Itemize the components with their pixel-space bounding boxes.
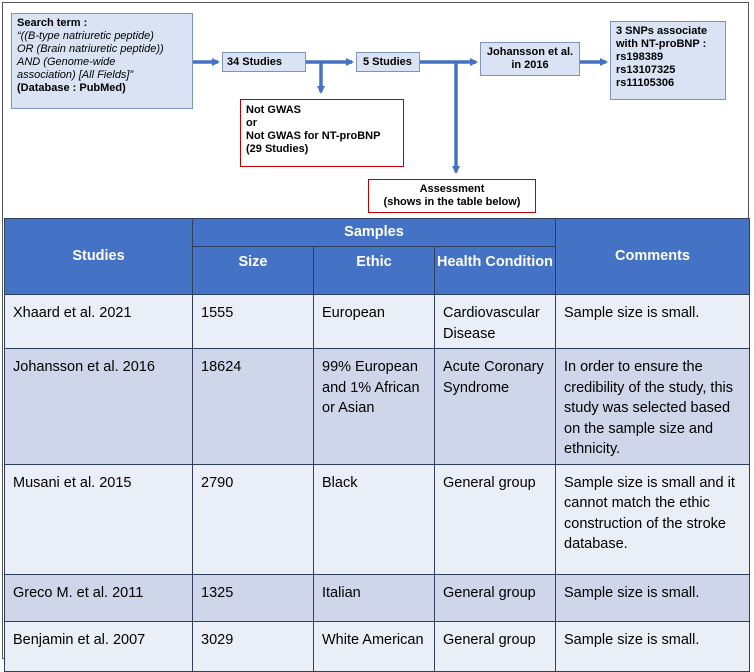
cell-size: 1555: [193, 295, 314, 349]
cell-study: Xhaard et al. 2021: [5, 295, 193, 349]
cell-ethic: Italian: [314, 574, 435, 621]
excluded-line: or: [246, 117, 257, 129]
cell-health: Acute Coronary Syndrome: [435, 349, 556, 465]
snps-line: 3 SNPs associate: [616, 25, 708, 37]
search-query-line: association) [All Fields]”: [17, 69, 134, 81]
snps-line: rs11105306: [616, 77, 675, 89]
cell-study: Johansson et al. 2016: [5, 349, 193, 465]
cell-health: Cardiovascular Disease: [435, 295, 556, 349]
excluded-line: Not GWAS: [246, 104, 301, 116]
assessment-table: [4, 218, 750, 672]
studies-34-label: 34 Studies: [227, 56, 283, 68]
search-database: (Database : PubMed): [17, 82, 126, 94]
cell-comment: Sample size is small.: [556, 295, 750, 349]
cell-size: 3029: [193, 621, 314, 671]
search-title: Search term :: [17, 17, 88, 29]
search-query-line: “((B-type natriuretic peptide): [17, 30, 154, 42]
cell-health: General group: [435, 574, 556, 621]
studies-5-box: [356, 52, 420, 72]
studies-34-box: [222, 52, 306, 72]
search-query-line: AND (Genome-wide: [17, 56, 116, 68]
table-row: [5, 464, 750, 574]
cell-size: 2790: [193, 464, 314, 574]
table-row: [5, 574, 750, 621]
excluded-line: (29 Studies): [246, 143, 309, 155]
cell-ethic: White American: [314, 621, 435, 671]
table-row: [5, 295, 750, 349]
johansson-line: Johansson et al.: [486, 46, 574, 58]
cell-study: Musani et al. 2015: [5, 464, 193, 574]
assessment-box: [368, 179, 536, 213]
cell-ethic: Black: [314, 464, 435, 574]
header-studies: Studies: [5, 219, 193, 295]
johansson-line: in 2016: [511, 59, 549, 71]
snps-line: rs13107325: [616, 64, 676, 76]
table-row: [5, 349, 750, 465]
search-term-box: [11, 13, 193, 109]
header-samples: Samples: [193, 219, 556, 247]
johansson-box: [480, 42, 580, 76]
header-size: Size: [193, 247, 314, 295]
cell-comment: Sample size is small and it cannot match the ethic construction of the stroke database.: [556, 464, 750, 574]
cell-health: General group: [435, 621, 556, 671]
studies-5-label: 5 Studies: [363, 56, 412, 68]
assessment-line: (shows in the table below): [383, 196, 521, 208]
cell-ethic: European: [314, 295, 435, 349]
excluded-line: Not GWAS for NT-proBNP: [246, 130, 381, 142]
assessment-line: Assessment: [419, 183, 485, 195]
cell-ethic: 99% European and 1% African or Asian: [314, 349, 435, 465]
header-health: Health Condition: [435, 247, 556, 295]
snps-line: rs198389: [616, 51, 664, 63]
cell-study: Greco M. et al. 2011: [5, 574, 193, 621]
cell-comment: In order to ensure the credibility of the study, this study was selected based on the sample size and ethnicity.: [556, 349, 750, 465]
cell-size: 18624: [193, 349, 314, 465]
cell-comment: Sample size is small.: [556, 574, 750, 621]
cell-comment: Sample size is small.: [556, 621, 750, 671]
cell-health: General group: [435, 464, 556, 574]
cell-size: 1325: [193, 574, 314, 621]
snps-line: with NT-proBNP :: [616, 38, 707, 50]
search-query-line: OR (Brain natriuretic peptide)): [17, 43, 164, 55]
cell-study: Benjamin et al. 2007: [5, 621, 193, 671]
excluded-box: [240, 99, 404, 167]
header-ethic: Ethic: [314, 247, 435, 295]
snps-box: [610, 21, 726, 100]
header-comments: Comments: [556, 219, 750, 295]
